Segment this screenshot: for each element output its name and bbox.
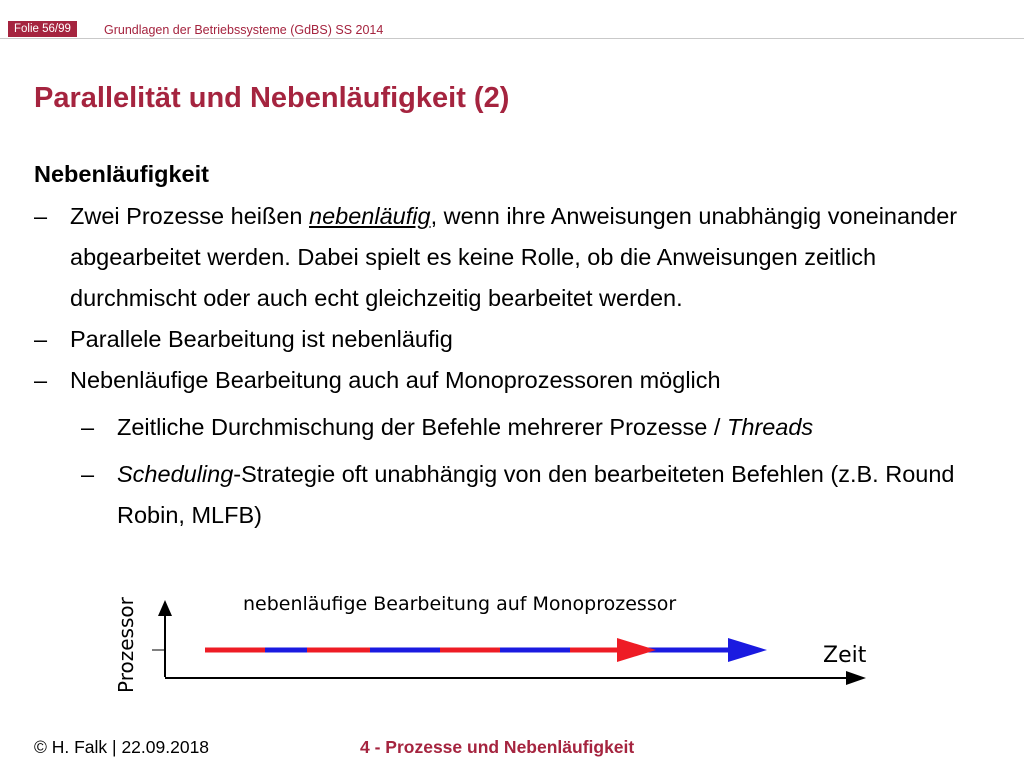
bullet-dash: – (81, 414, 95, 440)
bullet-text: Zwei Prozesse heißen nebenläufig, wenn ihre Anweisungen unabhängig voneinander abgearbeitet werden. Dabei spielt es keine Rolle, ob die Anweisungen zeitlich durchmischt oder auch echt gleichzeitig bearbeitet werden. (70, 203, 958, 311)
slide-title: Parallelität und Nebenläufigkeit (2) (34, 82, 510, 114)
diagram-caption: nebenläufige Bearbeitung auf Monoprozessor (243, 593, 677, 615)
footer-chapter: 4 - Prozesse und Nebenläufigkeit (360, 737, 635, 757)
x-axis-label: Zeit (823, 643, 867, 668)
slide-number-badge: Folie 56/99 (8, 21, 77, 37)
course-title: Grundlagen der Betriebssysteme (GdBS) SS 2014 (104, 23, 384, 37)
sub-bullet-item (81, 407, 994, 448)
header-divider (0, 38, 1024, 39)
monoprocessor-diagram (0, 580, 1024, 710)
bullet-text: Nebenläufige Bearbeitung auch auf Monoprozessoren möglich (70, 367, 721, 393)
bullet-dash: – (81, 461, 95, 487)
bullet-dash: – (34, 203, 48, 229)
y-axis-label: Prozessor (114, 597, 138, 693)
bullet-item (34, 360, 994, 401)
bullet-dash: – (34, 326, 48, 352)
process-segments (205, 638, 767, 662)
bullet-text: Zeitliche Durchmischung der Befehle mehrerer Prozesse / Threads (117, 414, 814, 440)
process-a-arrowhead (617, 638, 656, 662)
process-b-arrowhead (728, 638, 767, 662)
footer-author-date: © H. Falk | 22.09.2018 (34, 737, 210, 757)
y-axis-arrowhead (158, 600, 172, 616)
bullet-text: Scheduling-Strategie oft unabhängig von den bearbeiteten Befehlen (z.B. Round Robin, MLFB) (117, 461, 955, 528)
bullet-list (34, 196, 994, 536)
bullet-item (34, 319, 994, 360)
term-nebenlaeufig: nebenläufig (309, 203, 431, 229)
bullet-dash: – (34, 367, 48, 393)
bullet-item (34, 196, 994, 319)
x-axis-arrowhead (846, 671, 866, 685)
bullet-text: Parallele Bearbeitung ist nebenläufig (70, 326, 453, 352)
sub-bullet-item (81, 454, 994, 536)
section-heading: Nebenläufigkeit (34, 161, 209, 187)
